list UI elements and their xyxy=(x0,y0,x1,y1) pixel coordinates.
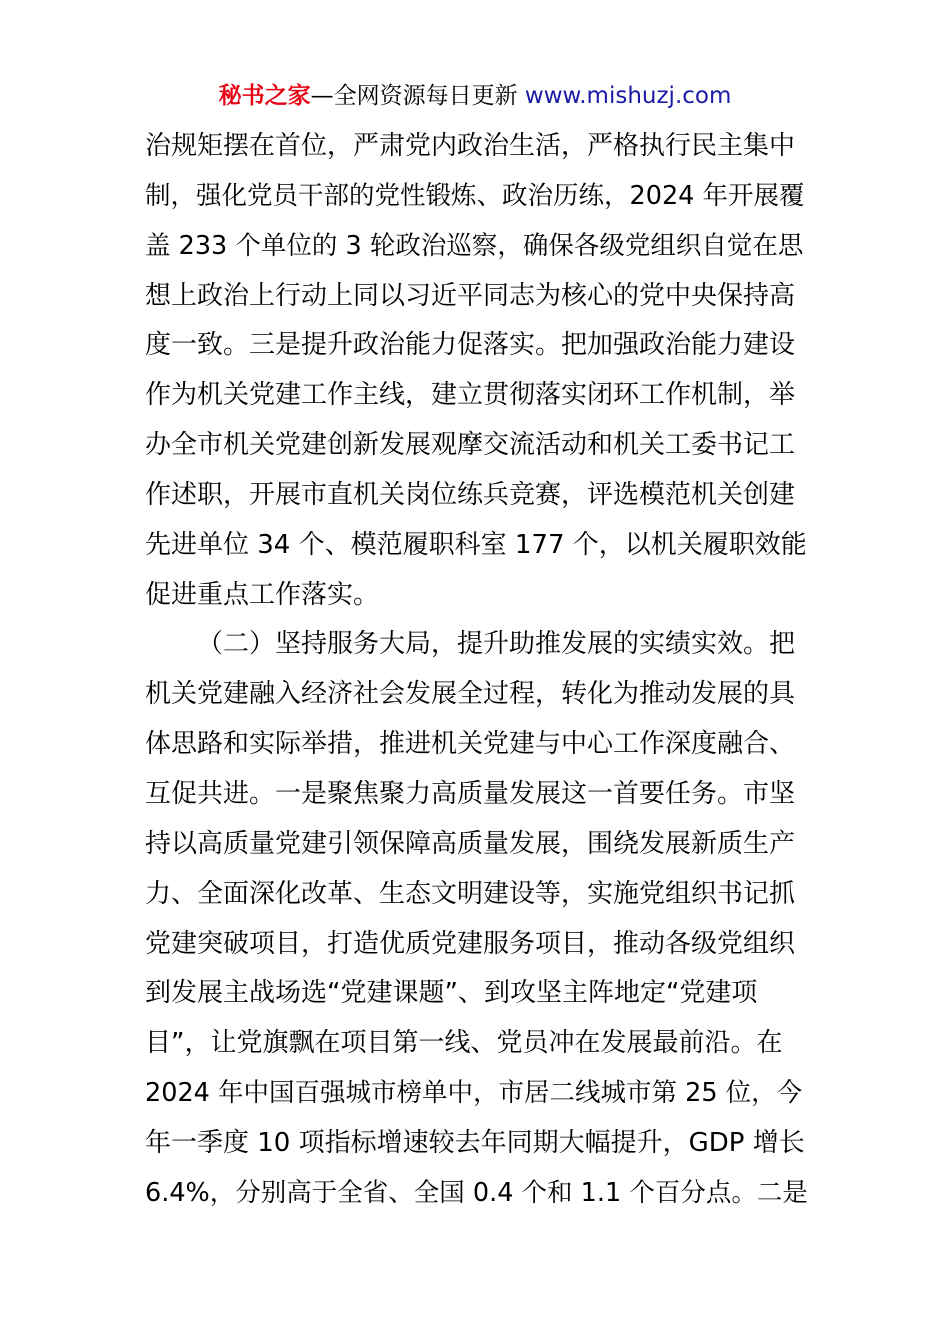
section-heading-line: （二）坚持服务大局，提升助推发展的实绩实效。把 xyxy=(197,629,796,660)
text-line: 2024 年中国百强城市榜单中，市居二线城市第 25 位，今 xyxy=(145,1078,803,1109)
text-line: 机关党建融入经济社会发展全过程，转化为推动发展的具 xyxy=(145,679,796,710)
text-line: 党建突破项目，打造优质党建服务项目，推动各级党组织 xyxy=(145,928,796,959)
text-line: 年一季度 10 项指标增速较去年同期大幅提升，GDP 增长 xyxy=(145,1127,805,1158)
text-line: 力、全面深化改革、生态文明建设等，实施党组织书记抓 xyxy=(145,878,796,909)
text-line: 制，强化党员干部的党性锻炼、政治历练，2024 年开展覆 xyxy=(145,180,805,211)
text-line: 作为机关党建工作主线，建立贯彻落实闭环工作机制，举 xyxy=(145,380,796,411)
text-line: 先进单位 34 个、模范履职科室 177 个，以机关履职效能 xyxy=(145,529,807,560)
text-line: 想上政治上行动上同以习近平同志为核心的党中央保持高 xyxy=(145,280,796,311)
text-line: 持以高质量党建引领保障高质量发展，围绕发展新质生产 xyxy=(145,828,796,859)
text-line: 办全市机关党建创新发展观摩交流活动和机关工委书记工 xyxy=(145,430,796,461)
text-line: 体思路和实际举措，推进机关党建与中心工作深度融合、 xyxy=(145,729,796,760)
site-brand: 秘书之家 xyxy=(218,83,311,109)
site-header xyxy=(0,79,950,113)
text-line: 作述职，开展市直机关岗位练兵竞赛，评选模范机关创建 xyxy=(145,479,796,510)
text-line: 目”，让党旗飘在项目第一线、党员冲在发展最前沿。在 xyxy=(145,1028,783,1059)
document-body xyxy=(145,122,810,1219)
site-tagline: —全网资源每日更新 xyxy=(310,83,525,109)
text-line: 治规矩摆在首位，严肃党内政治生活，严格执行民主集中 xyxy=(145,131,796,161)
text-line: 盖 233 个单位的 3 轮政治巡察，确保各级党组织自觉在思 xyxy=(145,230,804,261)
text-line: 互促共进。一是聚焦聚力高质量发展这一首要任务。市坚 xyxy=(145,778,796,809)
text-line: 6.4%，分别高于全省、全国 0.4 个和 1.1 个百分点。二是 xyxy=(145,1177,808,1208)
site-url-link[interactable]: www.mishuzj.com xyxy=(524,83,732,109)
text-line: 度一致。三是提升政治能力促落实。把加强政治能力建设 xyxy=(145,330,796,361)
text-line: 促进重点工作落实。 xyxy=(145,579,380,610)
text-line: 到发展主战场选“党建课题”、到攻坚主阵地定“党建项 xyxy=(145,978,758,1009)
